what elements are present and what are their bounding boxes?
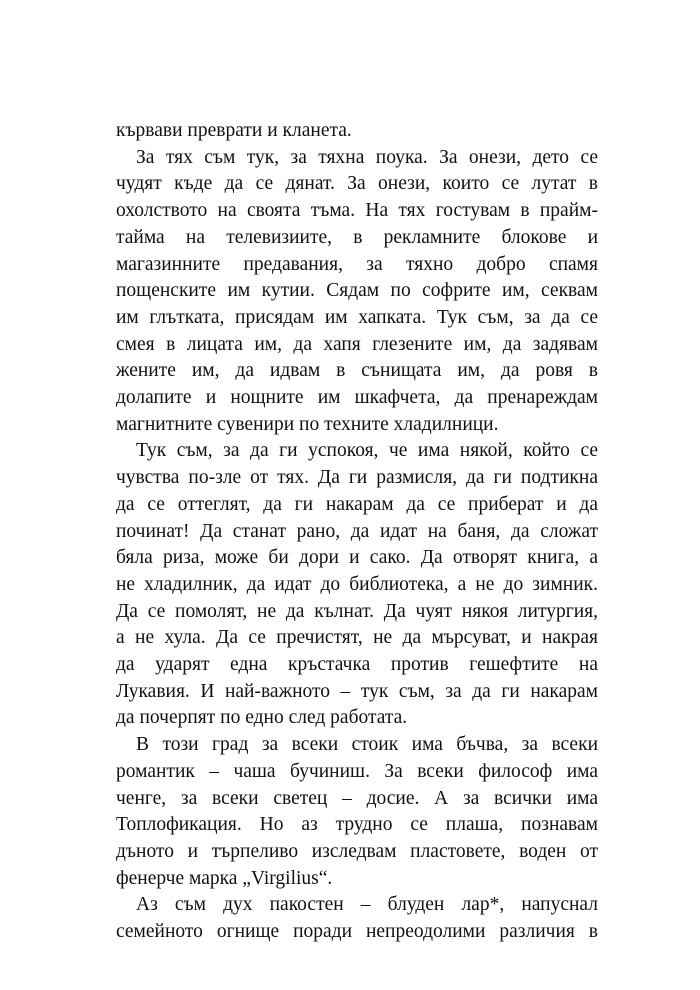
text-line: тайма на телевизиите, в рекламните блокове и [116,226,598,248]
text-line: Да се помолят, не да кълнат. Да чуят някоя литургия, [116,600,598,622]
text-line: жените им, да идвам в сънищата им, да ровя в [116,360,598,382]
text-line: магазинните предавания, за тяхно добро спамя [116,253,598,275]
text-line: Топлофикация. Но аз трудно се плаша, познавам [116,814,598,836]
paragraph [116,438,598,732]
text-line: семейното огнище поради непреодолими различия в [116,921,598,943]
text-line: фенерче марка „Virgilius“. [116,867,333,889]
text-line: им глътката, присядам им хапката. Тук съм, за да се [116,306,598,328]
paragraph [116,732,598,892]
text-line: Аз съм дух пакостен – блуден лар*, напуснал [136,894,598,916]
paragraph [116,892,598,945]
text-line: а не хула. Да се пречистят, не да мърсуват, и накрая [116,627,598,649]
text-line: магнитните сувенири по техните хладилници. [116,413,499,435]
text-line: да ударят една кръстачка против гешефтите на [116,654,598,676]
text-line: чувства по-зле от тях. Да ги размисля, да ги подтикна [116,467,598,489]
text-line: да почерпят по едно след работата. [116,707,408,729]
text-line: бяла риза, може би дори и сако. Да отворят книга, а [116,547,598,569]
text-line: чудят къде да се дянат. За онези, които се лутат в [116,173,598,195]
text-line: пощенските им кутии. Сядам по софрите им, секвам [116,280,598,302]
text-line: Тук съм, за да ги успокоя, че има някой, който се [136,440,598,462]
paragraph [116,145,598,439]
text-line: В този град за всеки стоик има бъчва, за всеки [136,734,598,756]
text-line: ченге, за всеки светец – досие. А за всички има [116,787,598,809]
text-line: да се оттеглят, да ги накарам да се приберат и да [116,493,598,515]
text-line: Лукавия. И най-важното – тук съм, за да ги накарам [116,680,598,702]
text-line: не хладилник, да идат до библиотека, а не до зимник. [116,573,598,595]
text-line: долапите и нощните им шкафчета, да пренареждам [116,387,598,409]
text-line: кървави преврати и кланета. [116,120,352,141]
text-line: романтик – чаша бучиниш. За всеки философ има [116,760,598,782]
text-line: дъното и търпеливо изследвам пластовете, воден от [116,840,598,862]
text-line: починат! Да станат рано, да идат на баня, да сложат [116,520,598,542]
paragraph [116,118,598,145]
document-page [116,118,598,946]
text-line: охолството на своята тъма. На тях гостувам в прайм- [116,200,598,222]
text-line: За тях съм тук, за тяхна поука. За онези, дето се [136,146,598,168]
text-line: смея в лицата им, да хапя глезените им, да задявам [116,333,598,355]
